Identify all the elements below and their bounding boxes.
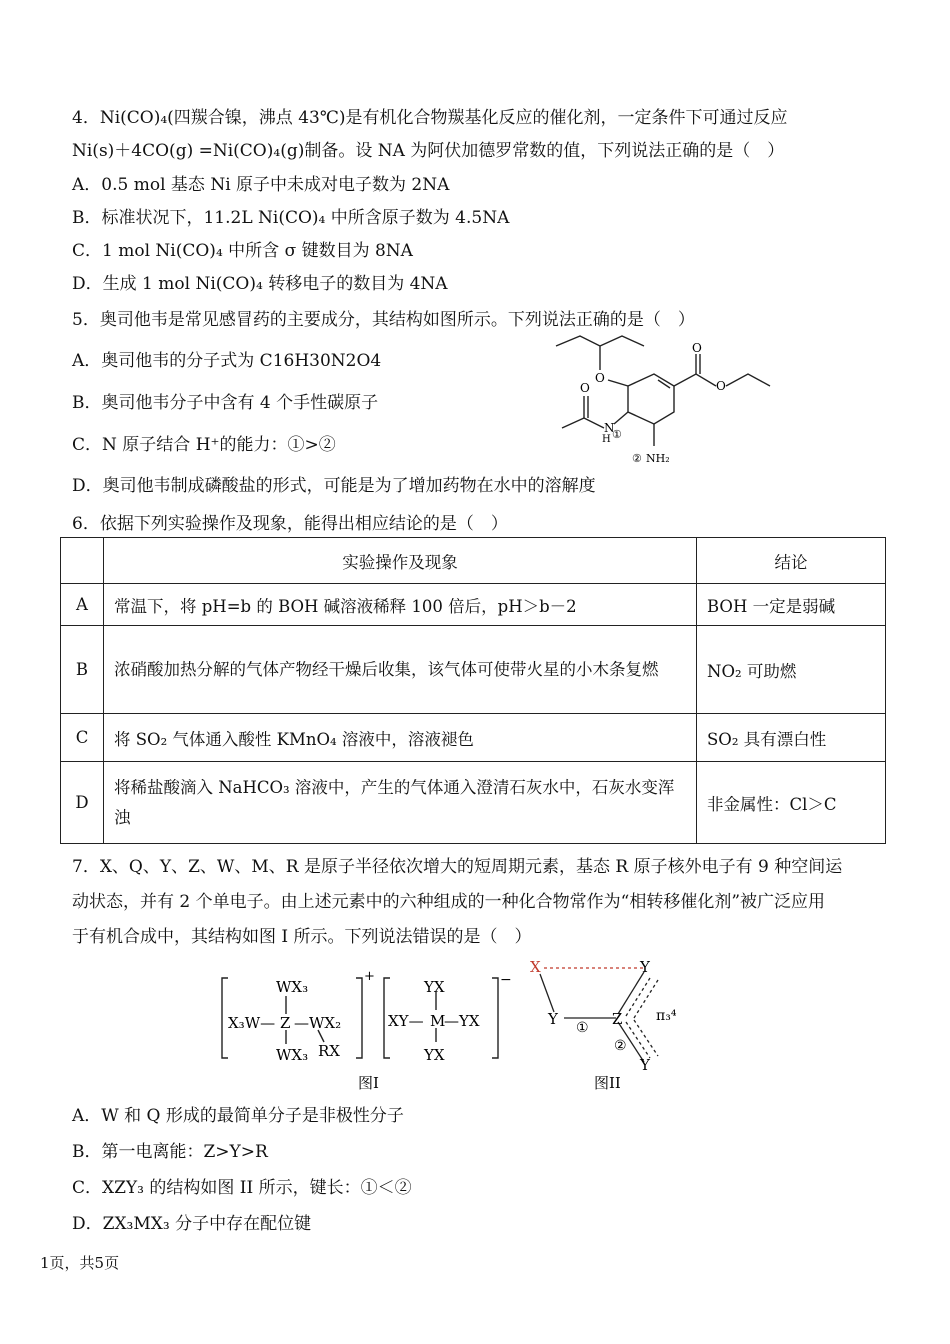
- q5-stem: 5．奥司他韦是常见感冒药的主要成分，其结构如图所示。下列说法正确的是（ ）: [72, 310, 695, 330]
- q4-option-b: B．标准状况下，11.2L Ni(CO)₄ 中所含原子数为 4.5NA: [72, 208, 510, 228]
- nh2-label: NH₂: [646, 452, 670, 465]
- cation-bottom: WX₃: [276, 1046, 309, 1064]
- cation-left: X₃W—: [228, 1014, 276, 1032]
- page-footer: 1页，共5页: [40, 1254, 120, 1272]
- o-ether-label: O: [595, 371, 605, 385]
- row-operation: 浓硝酸加热分解的气体产物经干燥后收集，该气体可使带火星的小木条复燃: [104, 626, 697, 714]
- circle-1-label: ①: [612, 428, 622, 441]
- q4-stem-line1: 4．Ni(CO)₄(四羰合镍，沸点 43℃)是有机化合物羰基化反应的催化剂，一定条件下可通过反应: [72, 108, 788, 128]
- q5-option-c: C．N 原子结合 H⁺的能力：①>②: [72, 435, 336, 455]
- row-label: D: [61, 762, 104, 844]
- row-conclusion: NO₂ 可助燃: [697, 626, 886, 714]
- fig2-y-top: Y: [640, 958, 650, 976]
- oseltamivir-structure: [548, 328, 788, 470]
- figure-1-ionic-structure: [218, 962, 518, 1094]
- figure-1-caption: 图I: [358, 1074, 379, 1092]
- table-row: [61, 762, 886, 844]
- row-conclusion: 非金属性：Cl＞C: [697, 762, 886, 844]
- figure-2-caption: 图II: [594, 1074, 621, 1092]
- q7-option-b: B．第一电离能：Z>Y>R: [72, 1142, 268, 1162]
- experiment-table: [60, 537, 886, 844]
- q7-option-c: C．XZY₃ 的结构如图 II 所示，键长：①＜②: [72, 1178, 412, 1198]
- o-ester-label: O: [716, 379, 726, 393]
- q4-stem-line2: Ni(s)＋4CO(g) =Ni(CO)₄(g)制备。设 NA 为阿伏加德罗常数的值，下列说法正确的是（ ）: [72, 141, 785, 161]
- fig2-x-atom: X: [530, 958, 541, 976]
- cation-right: —WX₂: [294, 1014, 342, 1032]
- charge-plus: +: [364, 969, 375, 984]
- fig2-bond-2: ②: [614, 1038, 627, 1054]
- q4-option-d: D．生成 1 mol Ni(CO)₄ 转移电子的数目为 4NA: [72, 274, 448, 294]
- o-amide-label: O: [580, 381, 590, 395]
- table-row: [61, 626, 886, 714]
- row-label: A: [61, 584, 104, 626]
- nh-label: H: [602, 434, 611, 445]
- charge-minus: −: [500, 972, 512, 988]
- row-conclusion: SO₂ 具有漂白性: [697, 714, 886, 762]
- q5-option-a: A．奥司他韦的分子式为 C16H30N2O4: [72, 351, 382, 371]
- cation-top: WX₃: [276, 978, 309, 996]
- q6-stem: 6．依据下列实验操作及现象，能得出相应结论的是（ ）: [72, 514, 508, 534]
- q7-stem-line1: 7．X、Q、Y、Z、W、M、R 是原子半径依次增大的短周期元素，基态 R 原子核外电子有 9 种空间运: [72, 857, 843, 877]
- circle-2-label: ②: [632, 452, 642, 465]
- anion-center: M: [430, 1012, 446, 1030]
- fig2-z-atom: Z: [612, 1010, 623, 1028]
- q7-option-d: D．ZX₃MX₃ 分子中存在配位键: [72, 1214, 312, 1234]
- q5-option-d: D．奥司他韦制成磷酸盐的形式，可能是为了增加药物在水中的溶解度: [72, 476, 596, 496]
- anion-bottom: YX: [424, 1046, 445, 1064]
- fig2-y-left: Y: [548, 1010, 558, 1028]
- fig2-bond-1: ①: [576, 1020, 589, 1036]
- row-operation: 将 SO₂ 气体通入酸性 KMnO₄ 溶液中，溶液褪色: [104, 714, 697, 762]
- row-operation: 常温下，将 pH=b 的 BOH 碱溶液稀释 100 倍后，pH＞b－2: [104, 584, 697, 626]
- q7-stem-line2: 动状态，并有 2 个单电子。由上述元素中的六种组成的一种化合物常作为“相转移催化剂”被广泛应用: [72, 892, 826, 912]
- anion-left: XY—: [388, 1012, 424, 1030]
- fig2-y-bottom: Y: [640, 1056, 650, 1074]
- header-cell-conclusion: 结论: [697, 538, 886, 584]
- anion-right: —YX: [444, 1012, 480, 1030]
- row-label: C: [61, 714, 104, 762]
- figure-2-xzy3-structure: [526, 954, 706, 1094]
- fig2-pi-label: π₃⁴: [656, 1008, 677, 1024]
- table-row: [61, 714, 886, 762]
- header-cell-operation: 实验操作及现象: [104, 538, 697, 584]
- row-conclusion: BOH 一定是弱碱: [697, 584, 886, 626]
- q5-option-b: B．奥司他韦分子中含有 4 个手性碳原子: [72, 393, 379, 413]
- n1-label: N: [604, 421, 615, 435]
- row-label: B: [61, 626, 104, 714]
- q7-option-a: A．W 和 Q 形成的最简单分子是非极性分子: [72, 1106, 404, 1126]
- table-row: [61, 584, 886, 626]
- header-cell-label: [61, 538, 104, 584]
- q7-stem-line3: 于有机合成中，其结构如图 I 所示。下列说法错误的是（ ）: [72, 927, 532, 947]
- q4-option-a: A．0.5 mol 基态 Ni 原子中未成对电子数为 2NA: [72, 175, 450, 195]
- o-carbonyl-label: O: [692, 341, 702, 355]
- cation-rx: RX: [318, 1042, 340, 1060]
- anion-top: YX: [424, 978, 445, 996]
- cation-center: Z: [280, 1014, 291, 1032]
- table-header-row: [61, 538, 886, 584]
- row-operation: 将稀盐酸滴入 NaHCO₃ 溶液中，产生的气体通入澄清石灰水中，石灰水变浑浊: [104, 762, 697, 844]
- q4-option-c: C．1 mol Ni(CO)₄ 中所含 σ 键数目为 8NA: [72, 241, 413, 261]
